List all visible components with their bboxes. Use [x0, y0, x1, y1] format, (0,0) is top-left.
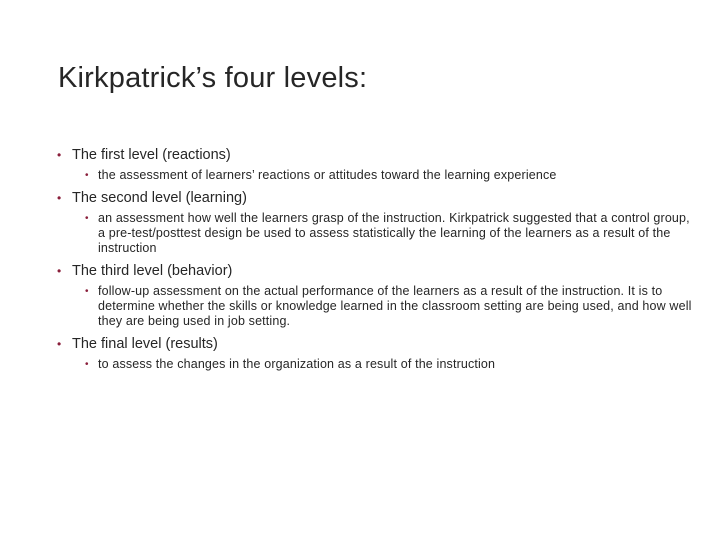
bullet-label: The third level (behavior) [72, 263, 233, 279]
bullet-level-4 [56, 335, 696, 353]
bullet-icon: • [57, 264, 62, 278]
sub-bullet-icon: • [85, 213, 89, 224]
bullet-level-1 [56, 146, 696, 164]
bullet-label: The second level (learning) [72, 190, 247, 206]
sub-bullet [56, 284, 696, 329]
sub-bullet [56, 357, 696, 372]
sub-bullet [56, 211, 696, 256]
bullet-icon: • [57, 148, 62, 162]
bullet-label: The first level (reactions) [72, 147, 231, 163]
bullet-level-3 [56, 262, 696, 280]
bullet-label: The final level (results) [72, 336, 218, 352]
bullet-icon: • [57, 337, 62, 351]
bullet-icon: • [57, 191, 62, 205]
sub-bullet-text: the assessment of learners’ reactions or attitudes toward the learning experience [98, 168, 557, 182]
slide-title: Kirkpatrick’s four levels: [58, 62, 368, 94]
sub-bullet-icon: • [85, 170, 89, 181]
sub-bullet [56, 168, 696, 183]
sub-bullet-icon: • [85, 359, 89, 370]
bullet-level-2 [56, 189, 696, 207]
bullet-list [56, 146, 696, 372]
sub-bullet-text: an assessment how well the learners grasp of the instruction. Kirkpatrick suggested that a control group, a pre-test/posttest design be used to assess statistically the learning of the learners as a result of the instruction [98, 211, 690, 255]
sub-bullet-text: follow-up assessment on the actual performance of the learners as a result of the instruction. It is to determine whether the skills or knowledge learned in the classroom setting are being used, and how well they are being used in job setting. [98, 284, 692, 328]
sub-bullet-text: to assess the changes in the organization as a result of the instruction [98, 357, 496, 371]
sub-bullet-icon: • [85, 286, 89, 297]
